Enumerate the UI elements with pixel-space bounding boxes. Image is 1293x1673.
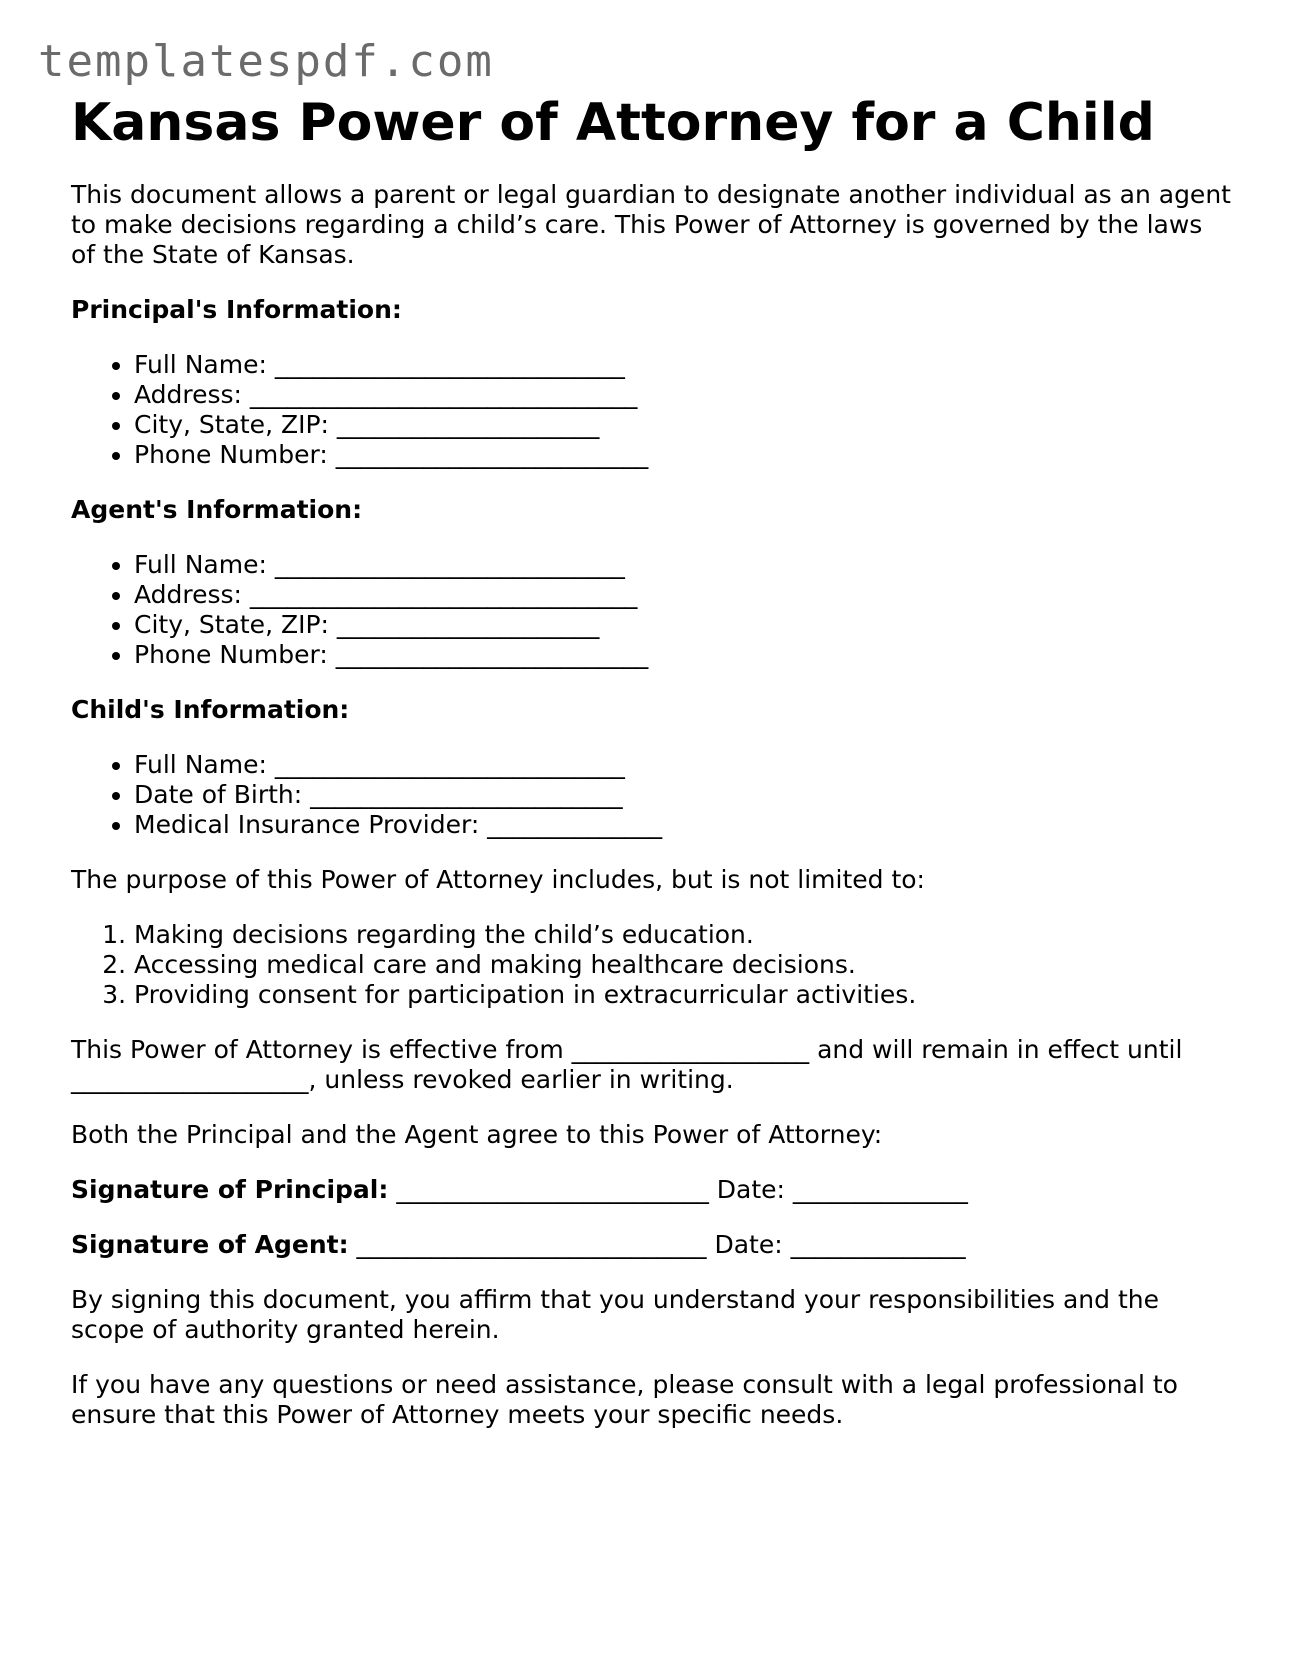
child-heading: Child's Information:	[71, 695, 350, 724]
principal-fields	[71, 350, 1231, 470]
principal-address-field[interactable]: • Address: _______________________________	[134, 380, 1231, 410]
consult-paragraph: If you have any questions or need assistance, please consult with a legal professional to ensure that this Power of Attorney meets your specific needs.	[71, 1370, 1178, 1429]
purpose-item: 1. Making decisions regarding the child’s education.	[134, 920, 1231, 950]
agent-heading: Agent's Information:	[71, 495, 363, 524]
effective-dates-paragraph[interactable]: This Power of Attorney is effective from ___________________ and will remain in effect until ___________________, unless revoked earlier in writing.	[71, 1035, 1183, 1094]
child-fields	[71, 750, 1231, 840]
agreement-statement: Both the Principal and the Agent agree to this Power of Attorney:	[71, 1120, 883, 1149]
document-content	[71, 92, 1231, 1430]
child-full-name-field[interactable]: • Full Name: ____________________________	[134, 750, 1231, 780]
agent-signature-label: Signature of Agent:	[71, 1230, 349, 1259]
agent-city-state-zip-field[interactable]: • City, State, ZIP: _____________________	[134, 610, 1231, 640]
principal-signature-line[interactable]	[71, 1175, 1231, 1205]
principal-signature-label: Signature of Principal:	[71, 1175, 389, 1204]
page-title: Kansas Power of Attorney for a Child	[71, 93, 1155, 153]
principal-full-name-field[interactable]: • Full Name: ____________________________	[134, 350, 1231, 380]
principal-city-state-zip-field[interactable]: • City, State, ZIP: _____________________	[134, 410, 1231, 440]
principal-heading: Principal's Information:	[71, 295, 402, 324]
watermark: templatespdf.com	[38, 36, 494, 87]
purpose-item: 2. Accessing medical care and making healthcare decisions.	[134, 950, 1231, 980]
intro-paragraph: This document allows a parent or legal guardian to designate another individual as an agent to make decisions regarding a child’s care. This Power of Attorney is governed by the laws of the State of Kansas.	[71, 180, 1231, 269]
child-dob-field[interactable]: • Date of Birth: _________________________	[134, 780, 1231, 810]
agent-address-field[interactable]: • Address: _______________________________	[134, 580, 1231, 610]
purpose-intro: The purpose of this Power of Attorney includes, but is not limited to:	[71, 865, 925, 894]
child-insurance-field[interactable]: • Medical Insurance Provider: ______________	[134, 810, 1231, 840]
affirmation-paragraph: By signing this document, you affirm that you understand your responsibilities and the scope of authority granted herein.	[71, 1285, 1160, 1344]
agent-signature-blanks[interactable]: ____________________________ Date: ______________	[348, 1230, 966, 1259]
agent-full-name-field[interactable]: • Full Name: ____________________________	[134, 550, 1231, 580]
agent-fields	[71, 550, 1231, 670]
principal-phone-field[interactable]: • Phone Number: _________________________	[134, 440, 1231, 470]
principal-signature-blanks[interactable]: _________________________ Date: ______________	[388, 1175, 968, 1204]
agent-signature-line[interactable]	[71, 1230, 1231, 1260]
agent-phone-field[interactable]: • Phone Number: _________________________	[134, 640, 1231, 670]
purpose-item: 3. Providing consent for participation in extracurricular activities.	[134, 980, 1231, 1010]
purpose-list	[71, 920, 1231, 1010]
